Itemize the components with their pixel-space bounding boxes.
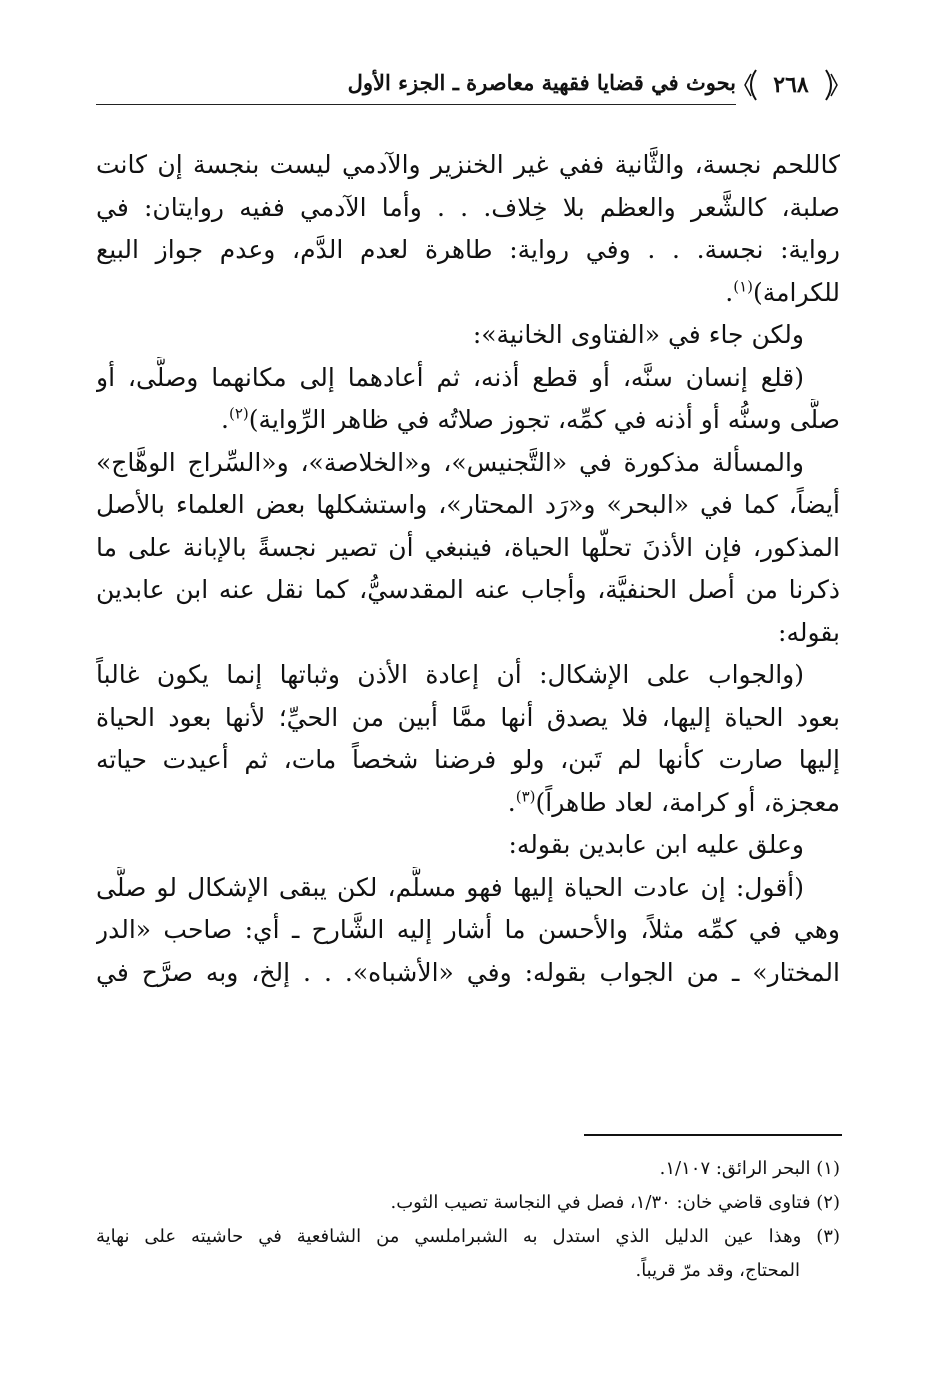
- text-line: المختار» ـ من الجواب بقوله: وفي «الأشباه». . . إلخ، وبه صرَّح في: [96, 957, 840, 987]
- text-line: إليها صارت كأنها لم تَبن، ولو فرضنا شخصاً مات، ثم أعيدت حياته: [96, 745, 840, 774]
- footnotes: [96, 1152, 840, 1288]
- text-line: (والجواب على الإشكال: أن إعادة الأذن وثباتها إنما يكون غالباً: [96, 660, 804, 689]
- text-line: وهي في كمِّه مثلاً، والأحسن ما أشار إليه الشَّارح ـ أي: صاحب «الدر: [96, 915, 840, 944]
- text-line: معجزة، أو كرامة، لعاد طاهراً)$^{(٣)}$.: [507, 787, 840, 817]
- footnote-3-continuation: المحتاج، وقد مرّ قريباً.: [635, 1260, 800, 1281]
- text-line: (قلع إنسان سنَّه، أو قطع أذنه، ثم أعادهما إلى مكانهما وصلَّى، أو: [96, 362, 804, 392]
- text-line: للكرامة)$^{(١)}$.: [725, 277, 840, 307]
- text-line: بقوله:: [778, 617, 840, 647]
- text-line: وعلق عليه ابن عابدين بقوله:: [508, 830, 804, 859]
- running-title: بحوث في قضايا فقهية معاصرة ـ الجزء الأول: [347, 70, 736, 95]
- footnote-2: (٢) فتاوى قاضي خان: ١/٣٠، فصل في النجاسة تصيب الثوب.: [390, 1192, 840, 1213]
- header-divider: [96, 104, 736, 105]
- text-line: (أقول: إن عادت الحياة إليها فهو مسلَّم، لكن يبقى الإشكال لو صلَّى: [96, 872, 804, 902]
- text-line: المذكور، فإن الأذنَ تحلّها الحياة، فينبغي أن تصير نجسةً بالإبانة على ما: [96, 532, 840, 562]
- text-line: رواية: نجسة. . . وفي رواية: طاهرة لعدم الدَّم، وعدم جواز البيع: [96, 235, 840, 264]
- text-line: ولكن جاء في «الفتاوى الخانية»:: [472, 320, 804, 349]
- text-line: بعود الحياة إليها، فلا يصدق أنها ممَّا أبين من الحيِّ؛ لأنها بعود الحياة: [96, 702, 840, 732]
- footnote-divider: [584, 1134, 842, 1136]
- page-number: ٢٦٨: [773, 72, 809, 98]
- footnote-1: (١) البحر الرائق: ١/١٠٧.: [659, 1158, 840, 1179]
- footnote-ref[interactable]: (٣): [515, 787, 536, 806]
- page-number-badge: [742, 66, 840, 104]
- text-line: أيضاً، كما في «البحر» و«رَد المحتار»، واستشكلها بعض العلماء بالأصل: [96, 490, 840, 519]
- footnote-ref[interactable]: (٢): [229, 404, 249, 423]
- text-line: والمسألة مذكورة في «التَّجنيس»، و«الخلاصة»، و«السِّراج الوهَّاج»: [96, 447, 804, 477]
- text-line: صلبة، كالشَّعر والعظم بلا خِلاف. . . وأما الآدمي ففيه روايتان: في: [96, 192, 840, 222]
- footnote-3: (٣) وهذا عين الدليل الذي استدل به الشبراملسي من الشافعية في حاشيته على نهاية: [96, 1226, 840, 1247]
- text-line: كاللحم نجسة، والثَّانية ففي غير الخنزير والآدمي ليست بنجسة إن كانت: [96, 150, 840, 179]
- page-header: [96, 60, 840, 112]
- footnote-ref[interactable]: (١): [733, 277, 753, 296]
- text-line: ذكرنا من أصل الحنفيَّة، وأجاب عنه المقدسيُّ، كما نقل عنه ابن عابدين: [96, 575, 840, 604]
- main-text: [96, 144, 840, 994]
- text-line: صلَّى وسنُّه أو أذنه في كمِّه، تجوز صلاتُه في ظاهر الرِّواية)$^{(٢)}$.: [221, 404, 840, 434]
